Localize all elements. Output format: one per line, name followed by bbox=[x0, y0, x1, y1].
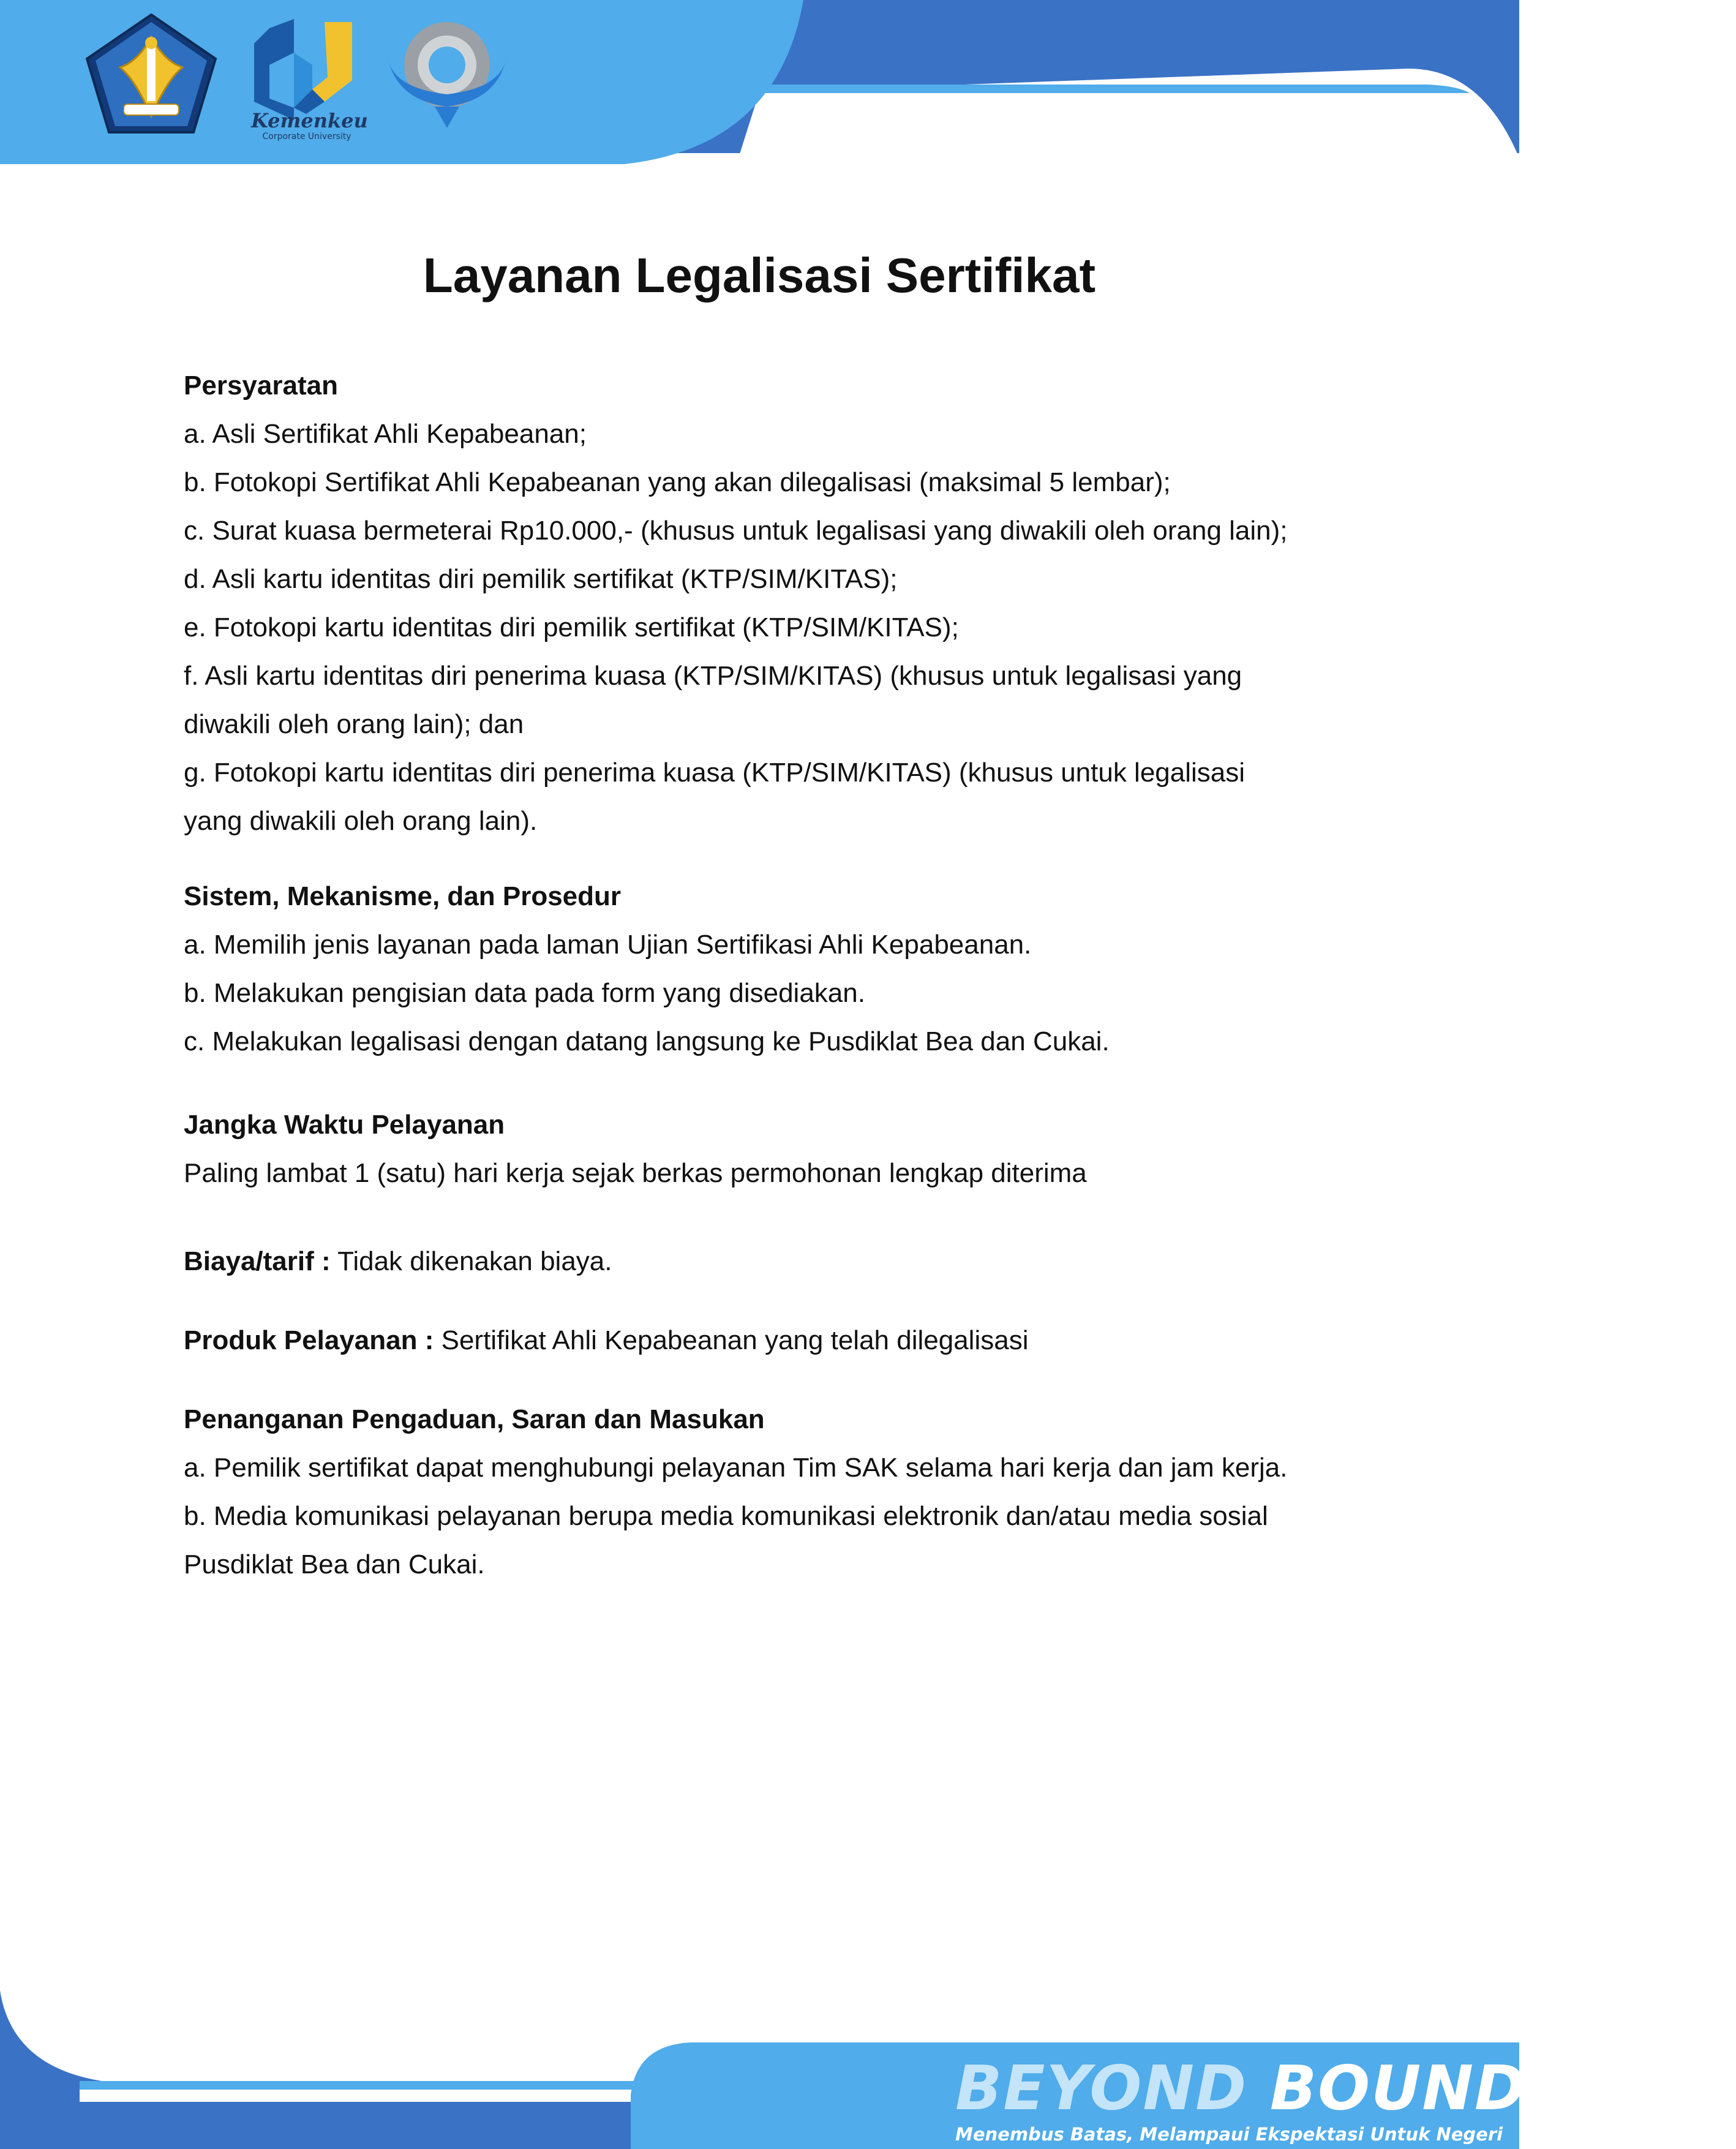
biaya-value: Tidak dikenakan biaya. bbox=[337, 1246, 612, 1276]
list-item: a. Memilih jenis layanan pada laman Ujian Sertifikasi Ahli Kepabeanan. bbox=[184, 930, 1032, 960]
list-item: c. Surat kuasa bermeterai Rp10.000,- (khusus untuk legalisasi yang diwakili oleh orang lain); bbox=[184, 516, 1288, 546]
list-item: d. Asli kartu identitas diri pemilik sertifikat (KTP/SIM/KITAS); bbox=[184, 564, 898, 594]
list-item: c. Melakukan legalisasi dengan datang langsung ke Pusdiklat Bea dan Cukai. bbox=[184, 1026, 1110, 1056]
footer-stripe bbox=[80, 2081, 692, 2090]
section-produk bbox=[184, 1316, 1372, 1364]
wco-ring-icon bbox=[385, 15, 509, 131]
list-item: e. Fotokopi kartu identitas diri pemilik sertifikat (KTP/SIM/KITAS); bbox=[184, 612, 959, 642]
corpu-logo-subword: Corporate University bbox=[262, 132, 351, 141]
section-heading-pengaduan: Penanganan Pengaduan, Saran dan Masukan bbox=[184, 1404, 765, 1434]
list-item: a. Asli Sertifikat Ahli Kepabeanan; bbox=[184, 419, 587, 449]
corpu-logo-text bbox=[251, 109, 368, 142]
list-item-continuation: yang diwakili oleh orang lain). bbox=[184, 806, 538, 836]
list-item: b. Melakukan pengisian data pada form yang disediakan. bbox=[184, 978, 865, 1008]
section-heading-persyaratan: Persyaratan bbox=[184, 371, 338, 401]
section-pengaduan bbox=[184, 1395, 1372, 1589]
list-item: b. Fotokopi Sertifikat Ahli Kepabeanan yang akan dilegalisasi (maksimal 5 lembar); bbox=[184, 467, 1171, 497]
biaya-label: Biaya/tarif : bbox=[184, 1246, 331, 1276]
header-stripe bbox=[756, 85, 1470, 93]
section-heading-jangka-waktu: Jangka Waktu Pelayanan bbox=[184, 1110, 505, 1140]
produk-label: Produk Pelayanan : bbox=[184, 1325, 434, 1355]
garuda-emblem-icon bbox=[83, 12, 219, 135]
list-item: f. Asli kartu identitas diri penerima kuasa (KTP/SIM/KITAS) (khusus untuk legalisasi yang bbox=[184, 661, 1242, 691]
section-persyaratan bbox=[184, 361, 1372, 845]
section-text: Paling lambat 1 (satu) hari kerja sejak berkas permohonan lengkap diterima bbox=[184, 1158, 1087, 1188]
banner-word-boundaries: BOUNDARIES bbox=[1269, 2052, 1736, 2124]
banner-title bbox=[955, 2052, 1736, 2124]
produk-value: Sertifikat Ahli Kepabeanan yang telah dilegalisasi bbox=[441, 1325, 1029, 1355]
list-item: b. Media komunikasi pelayanan berupa media komunikasi elektronik dan/atau media sosial bbox=[184, 1501, 1268, 1531]
banner-tagline: Menembus Batas, Melampaui Ekspektasi Untuk Negeri bbox=[955, 2124, 1503, 2145]
list-item: g. Fotokopi kartu identitas diri penerima kuasa (KTP/SIM/KITAS) (khusus untuk legalisasi bbox=[184, 758, 1246, 788]
list-item-continuation: Pusdiklat Bea dan Cukai. bbox=[184, 1549, 485, 1579]
section-biaya bbox=[184, 1237, 1372, 1285]
corpu-logo-word: Kemenkeu bbox=[251, 109, 368, 132]
footer-banner bbox=[955, 2052, 1736, 2147]
section-heading-sistem: Sistem, Mekanisme, dan Prosedur bbox=[184, 881, 622, 911]
banner-word-beyond: BEYOND bbox=[955, 2052, 1248, 2124]
footer-dark-left bbox=[0, 1990, 674, 2149]
list-item: a. Pemilik sertifikat dapat menghubungi pelayanan Tim SAK selama hari kerja dan jam kerja. bbox=[184, 1453, 1288, 1483]
section-sistem bbox=[184, 872, 1372, 1066]
list-item-continuation: diwakili oleh orang lain); dan bbox=[184, 709, 524, 739]
section-jangka-waktu bbox=[184, 1101, 1372, 1197]
footer-white-gap bbox=[80, 2090, 692, 2102]
page-title: Layanan Legalisasi Sertifikat bbox=[423, 248, 1096, 303]
